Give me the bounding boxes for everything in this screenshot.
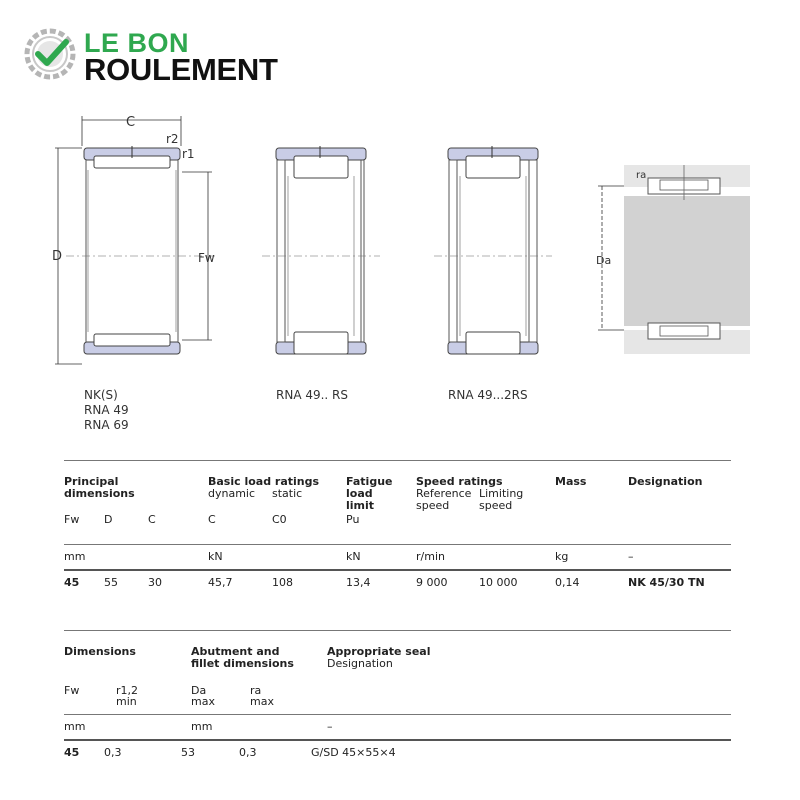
hdr-mass: Mass	[555, 475, 587, 488]
hdr-principal-1: Principal	[64, 475, 119, 488]
sym-c-dyn: C	[208, 513, 216, 526]
row2-r12: 0,3	[104, 746, 122, 759]
dim-da-label: Da	[596, 254, 612, 267]
sym2-ra-max: max	[250, 695, 274, 708]
unit2-mm-dim: mm	[64, 720, 86, 733]
hdr-seal: Appropriate seal	[327, 645, 431, 658]
row-c: 30	[148, 576, 162, 589]
sym-c0: C0	[272, 513, 287, 526]
caption-first-1: NK(S)	[84, 388, 118, 402]
row-d: 55	[104, 576, 118, 589]
hdr-abutment-2: fillet dimensions	[191, 657, 294, 670]
abutment-drawing	[598, 165, 750, 354]
unit-kn-fatigue: kN	[346, 550, 361, 563]
sym-c: C	[148, 513, 156, 526]
dim-c-label: C	[126, 115, 136, 130]
unit2-dash: –	[327, 720, 333, 733]
hdr-reference-2: speed	[416, 499, 450, 512]
row-mass: 0,14	[555, 576, 580, 589]
unit-rmin: r/min	[416, 550, 445, 563]
hdr-seal-sub: Designation	[327, 657, 393, 670]
unit-kg: kg	[555, 550, 569, 563]
bearing-drawings	[0, 100, 800, 430]
hdr-dynamic: dynamic	[208, 487, 256, 500]
caption-second: RNA 49.. RS	[276, 388, 349, 402]
row2-da: 53	[181, 746, 195, 759]
dim-r1-label: r1	[182, 147, 195, 161]
row-reference: 9 000	[416, 576, 448, 589]
logo-line2: ROULEMENT	[84, 52, 278, 87]
row-fatigue: 13,4	[346, 576, 371, 589]
sym-pu: Pu	[346, 513, 360, 526]
hdr-speed: Speed ratings	[416, 475, 503, 488]
caption-first	[84, 388, 129, 433]
row2-fw: 45	[64, 746, 80, 759]
unit-dash: –	[628, 550, 634, 563]
hdr-limiting-2: speed	[479, 499, 513, 512]
hdr-abutment-1: Abutment and	[191, 645, 280, 658]
sym2-fw: Fw	[64, 684, 80, 697]
dim-ra-label: ra	[636, 170, 647, 181]
bearing-rna49rs-drawing	[262, 146, 380, 354]
gear-check-icon	[24, 28, 78, 82]
hdr-reference-1: Reference	[416, 487, 472, 500]
unit2-mm-abut: mm	[191, 720, 213, 733]
dim-d-label: D	[52, 249, 63, 264]
sym2-r12: r1,2	[116, 684, 139, 697]
row-limiting: 10 000	[479, 576, 518, 589]
logo-line1: LE BON	[84, 28, 190, 58]
hdr-static: static	[272, 487, 303, 500]
hdr-dimensions: Dimensions	[64, 645, 136, 658]
unit-kn-load: kN	[208, 550, 223, 563]
row2-seal: G/SD 45×55×4	[311, 746, 396, 759]
brand-logo	[24, 26, 304, 87]
caption-first-2: RNA 49	[84, 403, 129, 417]
bearing-rna492rs-drawing	[434, 146, 552, 354]
hdr-principal-2: dimensions	[64, 487, 135, 500]
row-static: 108	[272, 576, 293, 589]
row-dynamic: 45,7	[208, 576, 233, 589]
hdr-fatigue-2: load	[346, 487, 373, 500]
caption-third: RNA 49...2RS	[448, 388, 528, 402]
sym-d: D	[104, 513, 113, 526]
hdr-fatigue-1: Fatigue	[346, 475, 393, 488]
dim-r2-label: r2	[166, 132, 179, 146]
caption-first-3: RNA 69	[84, 418, 129, 432]
sym2-da: Da	[191, 684, 207, 697]
unit-mm: mm	[64, 550, 86, 563]
sym2-min: min	[116, 695, 137, 708]
sym2-ra: ra	[250, 684, 262, 697]
hdr-basic-load: Basic load ratings	[208, 475, 320, 488]
sym2-da-max: max	[191, 695, 215, 708]
row-designation: NK 45/30 TN	[628, 576, 705, 589]
hdr-designation: Designation	[628, 475, 703, 488]
hdr-fatigue-3: limit	[346, 499, 375, 512]
hdr-limiting-1: Limiting	[479, 487, 524, 500]
sym-fw: Fw	[64, 513, 80, 526]
dim-fw-label: Fw	[198, 251, 215, 265]
row2-ra: 0,3	[239, 746, 257, 759]
row-fw: 45	[64, 576, 80, 589]
